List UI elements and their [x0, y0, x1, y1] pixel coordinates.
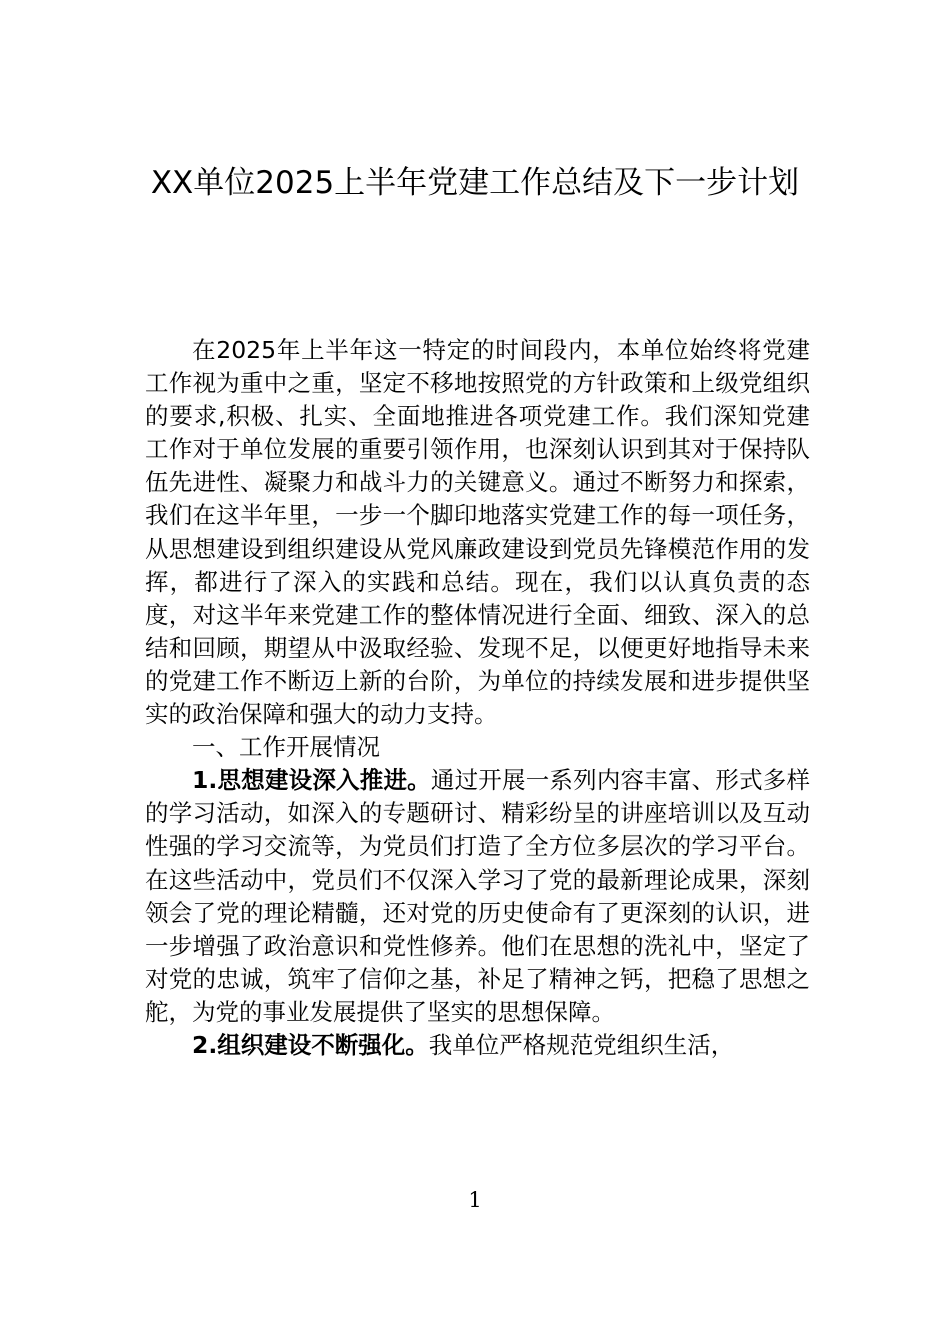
section-heading-work-progress: 一、工作开展情况	[192, 733, 380, 762]
page-number: 1	[468, 1188, 482, 1212]
item-text: 我单位严格规范党组织生活，	[428, 1030, 735, 1059]
item-lead: 2.组织建设不断强化。	[192, 1030, 429, 1059]
item-lead: 1.思想建设深入推进。	[192, 766, 431, 795]
item-text: 通过开展一系列内容丰富、形式多样的学习活动，如深入的专题研讨、精彩纷呈的讲座培训以及互动性强的学习交流等，为党员们打造了全方位多层次的学习平台。在这些活动中，党员们不仅深入学习了党的最新理论成果，深刻领会了党的理论精髓，还对党的历史使命有了更深刻的认识，进一步增强了政治意识和党性修养。他们在思想的洗礼中，坚定了对党的忠诚，筑牢了信仰之基，补足了精神之钙，把稳了思想之舵，为党的事业发展提供了坚实的思想保障。	[145, 766, 811, 1026]
document-title: XX单位2025上半年党建工作总结及下一步计划	[150, 165, 800, 201]
item-organizational-building	[145, 1029, 810, 1062]
document-body	[145, 334, 810, 1062]
intro-paragraph: 在2025年上半年这一特定的时间段内，本单位始终将党建工作视为重中之重，坚定不移地按照党的方针政策和上级党组织的要求,积极、扎实、全面地推进各项党建工作。我们深知党建工作对于单位发展的重要引领作用，也深刻认识到其对于保持队伍先进性、凝聚力和战斗力的关键意义。通过不断努力和探索，我们在这半年里，一步一个脚印地落实党建工作的每一项任务，从思想建设到组织建设从党风廉政建设到党员先锋模范作用的发挥，都进行了深入的实践和总结。现在，我们以认真负责的态度，对这半年来党建工作的整体情况进行全面、细致、深入的总结和回顾，期望从中汲取经验、发现不足，以便更好地指导未来的党建工作不断迈上新的台阶，为单位的持续发展和进步提供坚实的政治保障和强大的动力支持。	[145, 336, 810, 729]
item-ideological-building	[145, 764, 810, 1029]
